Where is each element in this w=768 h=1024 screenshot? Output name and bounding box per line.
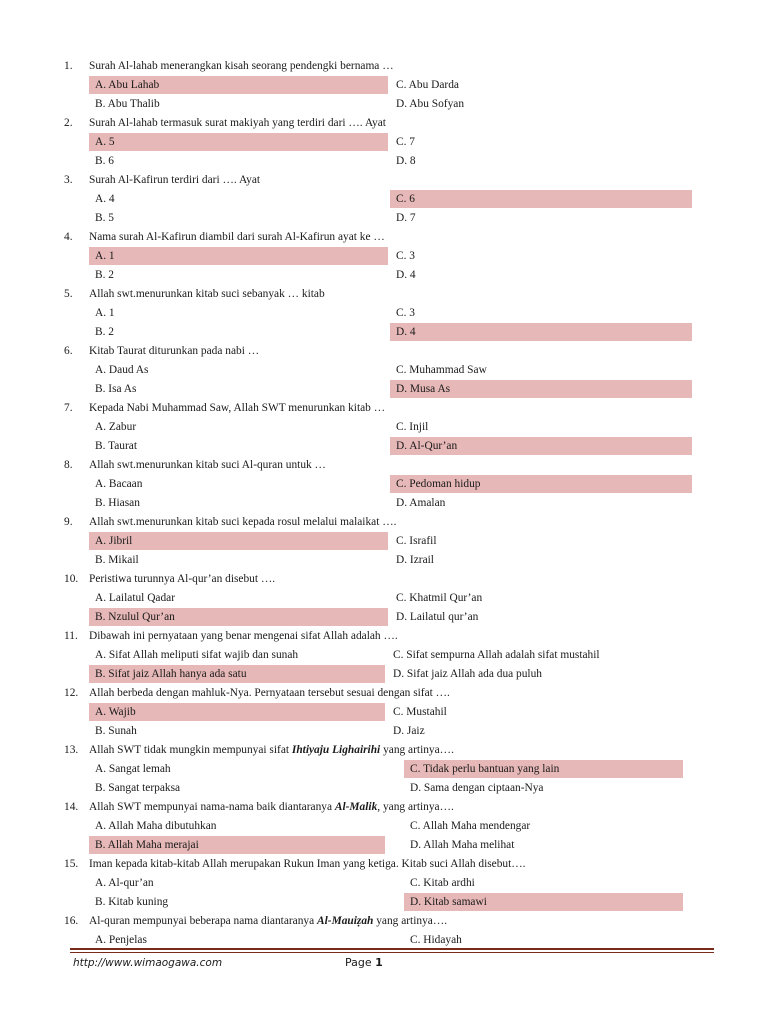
footer-url[interactable]: http://www.wimaogawa.com [73,957,223,969]
option-c: C. 3 [396,250,415,262]
question-number: 12. [64,687,79,699]
option-c: C. Kitab ardhi [410,877,475,889]
option-d: D. Sama dengan ciptaan-Nya [410,782,544,794]
option-d: D. Allah Maha melihat [410,839,515,851]
question-number: 2. [64,117,73,129]
question-text-post: yang artinya…. [380,744,454,756]
question-term-emphasis: Ihtiyaju Lighairihi [291,744,381,756]
option-b: B. 2 [95,326,114,338]
option-c: C. 7 [396,136,415,148]
option-b: B. Sunah [95,725,137,737]
question-term-emphasis: Al-Mauiẓah [317,915,374,927]
option-a-answer-highlight: A. Wajib [89,703,385,721]
option-c: C. Allah Maha mendengar [410,820,531,832]
option-d-answer-highlight: D. 4 [390,323,692,341]
question-text-pre: Allah SWT tidak mungkin mempunyai sifat [89,744,292,756]
question-text: Surah Al-lahab termasuk surat makiyah yang terdiri dari …. Ayat [89,117,386,129]
question-number: 10. [64,573,79,585]
option-a-answer-highlight: A. 1 [89,247,388,265]
option-b: B. Taurat [95,440,138,452]
question-text: Allah swt.menurunkan kitab suci sebanyak … kitab [89,288,325,300]
question-text-pre: Allah SWT mempunyai nama-nama baik diantaranya [89,801,335,813]
option-d-answer-highlight: D. Musa As [390,380,692,398]
option-c-answer-highlight: C. 6 [390,190,692,208]
footer-page-label: Page [345,956,376,969]
option-d: D. 4 [396,269,416,281]
option-b: B. Sangat terpaksa [95,782,181,794]
option-a: A. Allah Maha dibutuhkan [95,820,217,832]
question-text: Allah berbeda dengan mahluk-Nya. Pernyataan tersebut sesuai dengan sifat …. [89,687,450,699]
option-a: A. Penjelas [95,934,147,946]
option-d: D. Sifat jaiz Allah ada dua puluh [393,668,542,680]
question-number: 15. [64,858,79,870]
question-number: 3. [64,174,73,186]
question-term-emphasis: Al-Malik [334,801,378,813]
question-number: 7. [64,402,73,414]
option-a: A. Lailatul Qadar [95,592,176,604]
option-d: D. 8 [396,155,416,167]
option-a: A. Zabur [95,421,137,433]
question-text [89,741,454,759]
option-c: C. Israfil [396,535,437,547]
option-a: A. 4 [95,193,115,205]
option-c: C. Abu Darda [396,79,459,91]
question-text: Surah Al-Kafirun terdiri dari …. Ayat [89,174,261,186]
option-a: A. Al-qur’an [95,877,154,889]
option-d: D. Izrail [396,554,434,566]
option-b: B. 5 [95,212,114,224]
question-number: 14. [64,801,79,813]
footer-page-number [345,956,383,970]
option-b: B. Hiasan [95,497,140,509]
question-number: 16. [64,915,79,927]
option-b: B. Kitab kuning [95,896,169,908]
option-a-answer-highlight: A. Abu Lahab [89,76,388,94]
question-text: Kepada Nabi Muhammad Saw, Allah SWT menurunkan kitab … [89,402,386,414]
question-text: Kitab Taurat diturunkan pada nabi … [89,345,260,357]
question-number: 1. [64,60,73,72]
option-b: B. Isa As [95,383,137,395]
option-d-answer-highlight: D. Al-Qur’an [390,437,692,455]
option-b-answer-highlight: B. Nzulul Qur’an [89,608,388,626]
question-number: 9. [64,516,73,528]
footer-rule-thick [70,948,714,950]
question-text-pre: Al-quran mempunyai beberapa nama diantaranya [89,915,318,927]
question-number: 11. [64,630,78,642]
option-c: C. Muhammad Saw [396,364,487,376]
question-number: 4. [64,231,73,243]
option-b: B. Abu Thalib [95,98,160,110]
question-number: 13. [64,744,79,756]
question-text: Nama surah Al-Kafirun diambil dari surah Al-Kafirun ayat ke … [89,231,385,243]
option-b-answer-highlight: B. Sifat jaiz Allah hanya ada satu [89,665,385,683]
question-text: Surah Al-lahab menerangkan kisah seorang pendengki bernama … [89,60,394,72]
option-c: C. Khatmil Qur’an [396,592,483,604]
option-c-answer-highlight: C. Pedoman hidup [390,475,692,493]
option-d: D. Amalan [396,497,446,509]
footer-page-value: 1 [375,956,383,969]
option-a-answer-highlight: A. 5 [89,133,388,151]
question-text: Iman kepada kitab-kitab Allah merupakan Rukun Iman yang ketiga. Kitab suci Allah disebut…. [89,858,526,870]
question-text-post: , yang artinya…. [377,801,454,813]
option-a-answer-highlight: A. Jibril [89,532,388,550]
option-c: C. 3 [396,307,415,319]
footer-rule-thin [70,952,714,953]
option-a: A. Sangat lemah [95,763,171,775]
question-number: 6. [64,345,73,357]
option-c: C. Mustahil [393,706,447,718]
option-d: D. Jaiz [393,725,425,737]
option-c: C. Sifat sempurna Allah adalah sifat mustahil [393,649,600,661]
option-c: C. Hidayah [410,934,462,946]
question-text: Allah swt.menurunkan kitab suci Al-quran untuk … [89,459,326,471]
option-a: A. Bacaan [95,478,143,490]
option-b: B. 6 [95,155,114,167]
question-number: 5. [64,288,73,300]
option-c: C. Injil [396,421,429,433]
option-d: D. 7 [396,212,416,224]
option-b: B. 2 [95,269,114,281]
option-b-answer-highlight: B. Allah Maha merajai [89,836,385,854]
question-text: Allah swt.menurunkan kitab suci kepada rosul melalui malaikat …. [89,516,397,528]
option-c-answer-highlight: C. Tidak perlu bantuan yang lain [404,760,683,778]
option-b: B. Mikail [95,554,139,566]
question-number: 8. [64,459,73,471]
option-a: A. 1 [95,307,115,319]
question-text [89,798,454,816]
option-a: A. Sifat Allah meliputi sifat wajib dan sunah [95,649,299,661]
option-d-answer-highlight: D. Kitab samawi [404,893,683,911]
question-text [89,912,447,930]
option-d: D. Lailatul qur’an [396,611,479,623]
question-text: Dibawah ini pernyataan yang benar mengenai sifat Allah adalah …. [89,630,398,642]
option-d: D. Abu Sofyan [396,98,465,110]
question-text-post: yang artinya…. [373,915,448,927]
option-a: A. Daud As [95,364,149,376]
question-text: Peristiwa turunnya Al-qur’an disebut …. [89,573,276,585]
